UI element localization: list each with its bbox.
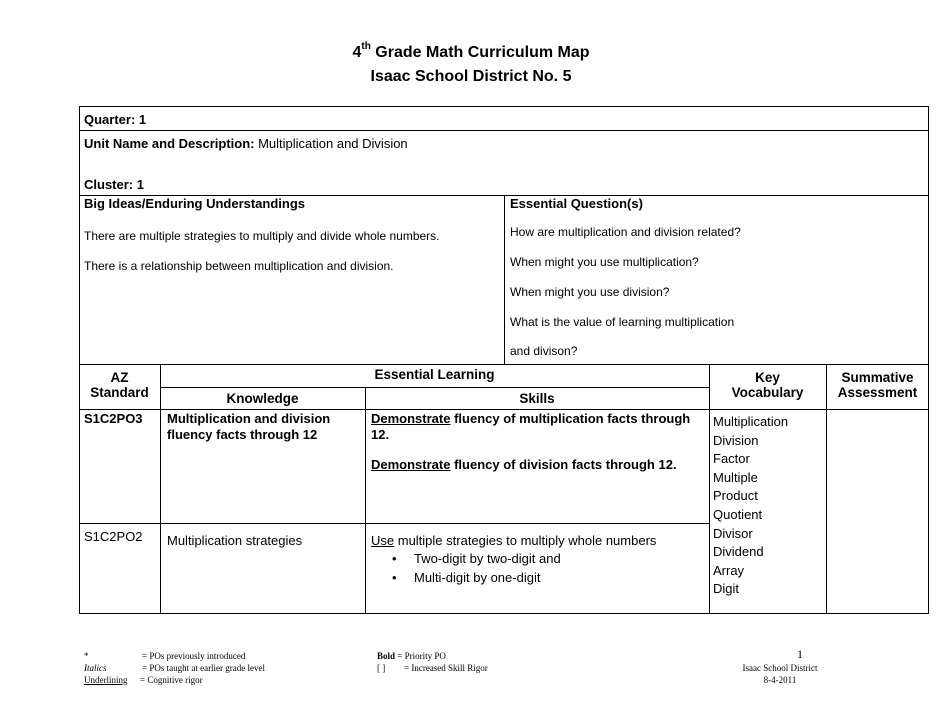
unit-value: Multiplication and Division: [258, 136, 408, 151]
vocab-term: Dividend: [713, 544, 764, 560]
essential-question-item: When might you use multiplication?: [510, 255, 699, 269]
vocab-header-line2: Vocabulary: [731, 385, 804, 400]
vocab-term: Multiplication: [713, 414, 789, 429]
legend-description: = POs taught at earlier grade level: [142, 663, 266, 673]
footer-district: Isaac School District: [742, 663, 818, 673]
big-idea-item: There is a relationship between multiplication and division.: [84, 259, 394, 273]
legend-description: = Cognitive rigor: [140, 675, 203, 685]
skill-verb: Demonstrate: [371, 457, 451, 472]
skill-desc: fluency of multiplication facts through: [450, 411, 691, 426]
skill-bullet: • Multi-digit by one-digit: [392, 568, 561, 587]
skill-text: [371, 533, 656, 548]
legend-symbol: [ ]: [377, 663, 386, 673]
big-ideas-heading: Big Ideas/Enduring Understandings: [84, 196, 306, 211]
legend-symbol: Underlining: [84, 675, 128, 685]
az-header-line1: AZ: [110, 370, 129, 385]
quarter-field: [84, 112, 146, 127]
skill-bullet: • Two-digit by two-digit and: [392, 549, 561, 568]
bold-legend: [377, 651, 446, 661]
vocab-term: Product: [713, 488, 758, 504]
title-prefix: 4: [352, 44, 362, 61]
az-header-line2: Standard: [90, 385, 149, 400]
divider: [79, 130, 929, 131]
divider: [79, 523, 709, 524]
unit-label: Unit Name and Description:: [84, 136, 255, 151]
essential-question-item: What is the value of learning multiplication: [510, 315, 735, 329]
standard-code: S1C2PO3: [84, 411, 143, 426]
cluster-label: Cluster:: [84, 177, 134, 192]
vocab-term: Division: [713, 432, 759, 448]
legend-symbol: Bold: [377, 651, 396, 661]
skills-header: Skills: [519, 391, 555, 406]
legend-description: = POs previously introduced: [142, 651, 246, 661]
divider: [79, 364, 929, 365]
legend-symbol: *: [84, 651, 89, 661]
district-title: Isaac School District No. 5: [370, 68, 572, 85]
essential-question-item: How are multiplication and division related?: [510, 225, 741, 239]
unit-field: [84, 136, 408, 151]
essential-question-item: and divison?: [510, 344, 578, 358]
page-number: 1: [797, 647, 803, 661]
vocab-header-line1: Key: [755, 370, 780, 385]
skill-verb: Use: [371, 533, 395, 548]
essential-learning-header: Essential Learning: [374, 367, 495, 382]
divider: [160, 387, 709, 388]
skill-text: [371, 457, 677, 472]
vocab-term: Multiple: [713, 469, 758, 485]
vocab-term: Digit: [713, 581, 740, 597]
vocab-term: Factor: [713, 451, 750, 467]
title-ordinal: th: [361, 41, 371, 52]
vocab-term: Divisor: [713, 525, 753, 541]
footer-date: 8-4-2011: [763, 675, 797, 685]
legend-symbol: Italics: [84, 663, 107, 673]
key-vocabulary-header: [709, 370, 826, 400]
divider: [709, 364, 710, 614]
essential-question-item: When might you use division?: [510, 285, 670, 299]
skill-bullet-list: [392, 549, 561, 587]
skill-desc: multiple strategies to multiply whole numbers: [394, 533, 657, 548]
essential-questions-heading: Essential Question(s): [510, 196, 643, 211]
legend-description: = Priority PO: [395, 651, 446, 661]
vocab-term: Quotient: [713, 506, 763, 522]
knowledge-text: Multiplication strategies: [167, 533, 303, 548]
quarter-label: Quarter:: [84, 112, 136, 127]
quarter-value: 1: [138, 112, 147, 127]
document-title: [0, 41, 942, 62]
summative-header-line1: Summative: [841, 370, 914, 385]
knowledge-text: Multiplication and division: [167, 411, 331, 426]
az-standard-header: [79, 370, 160, 400]
divider: [79, 409, 929, 410]
vocabulary-list: [713, 413, 788, 599]
vocab-term: Array: [713, 562, 745, 578]
skill-verb: Demonstrate: [371, 411, 451, 426]
divider: [504, 195, 505, 364]
standard-code: S1C2PO2: [84, 529, 143, 544]
cluster-value: 1: [136, 177, 144, 192]
skill-desc: fluency of division facts through 12.: [450, 457, 677, 472]
skill-text: [371, 411, 690, 426]
knowledge-text: fluency facts through 12: [167, 427, 318, 442]
divider: [826, 364, 827, 614]
summative-header-line2: Assessment: [837, 385, 918, 400]
title-text: Grade Math Curriculum Map: [370, 44, 590, 61]
divider: [365, 387, 366, 614]
cluster-field: [84, 177, 144, 192]
summative-assessment-header: [826, 370, 929, 400]
skill-text: 12.: [371, 427, 390, 442]
legend-description: = Increased Skill Rigor: [404, 663, 488, 673]
knowledge-header: Knowledge: [226, 391, 299, 406]
big-idea-item: There are multiple strategies to multiply and divide whole numbers.: [84, 229, 440, 243]
